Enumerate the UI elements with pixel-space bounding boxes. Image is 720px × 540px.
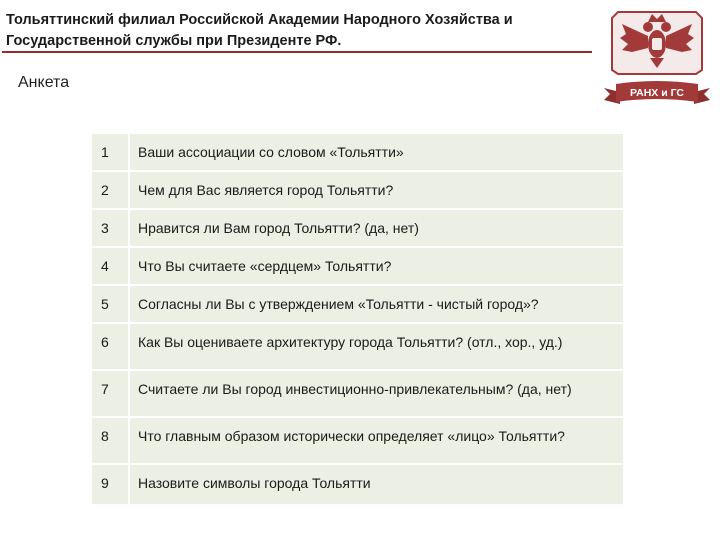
table-row: [91, 209, 624, 247]
table-row: [91, 370, 624, 417]
page-title: Тольяттинский филиал Российской Академии Народного Хозяйства и Государственной службы при Президенте РФ.: [6, 12, 513, 49]
survey-table: [90, 132, 625, 506]
question-text: Ваши ассоциации со словом «Тольятти»: [129, 133, 624, 171]
table-row: [91, 323, 624, 370]
table-row: [91, 285, 624, 323]
question-number: 8: [91, 417, 129, 464]
question-text: Нравится ли Вам город Тольятти? (да, нет): [129, 209, 624, 247]
ranepa-emblem-logo: [598, 4, 716, 122]
question-text: Чем для Вас является город Тольятти?: [129, 171, 624, 209]
question-text: Считаете ли Вы город инвестиционно-привлекательным? (да, нет): [129, 370, 624, 417]
question-text: Что Вы считаете «сердцем» Тольятти?: [129, 247, 624, 285]
table-row: [91, 171, 624, 209]
table-row: [91, 417, 624, 464]
question-number: 3: [91, 209, 129, 247]
question-number: 4: [91, 247, 129, 285]
question-number: 2: [91, 171, 129, 209]
header-divider: [2, 51, 592, 53]
table-row: [91, 133, 624, 171]
question-number: 7: [91, 370, 129, 417]
table-row: [91, 247, 624, 285]
table-row: [91, 464, 624, 505]
question-text: Согласны ли Вы с утверждением «Тольятти - чистый город»?: [129, 285, 624, 323]
question-text: Что главным образом исторически определяет «лицо» Тольятти?: [129, 417, 624, 464]
question-number: 5: [91, 285, 129, 323]
question-number: 9: [91, 464, 129, 505]
question-text: Как Вы оцениваете архитектуру города Тольятти? (отл., хор., уд.): [129, 323, 624, 370]
section-title: Анкета: [18, 74, 70, 91]
question-number: 6: [91, 323, 129, 370]
question-text: Назовите символы города Тольятти: [129, 464, 624, 505]
logo-banner-text: РАНХ и ГС: [630, 87, 684, 99]
question-number: 1: [91, 133, 129, 171]
